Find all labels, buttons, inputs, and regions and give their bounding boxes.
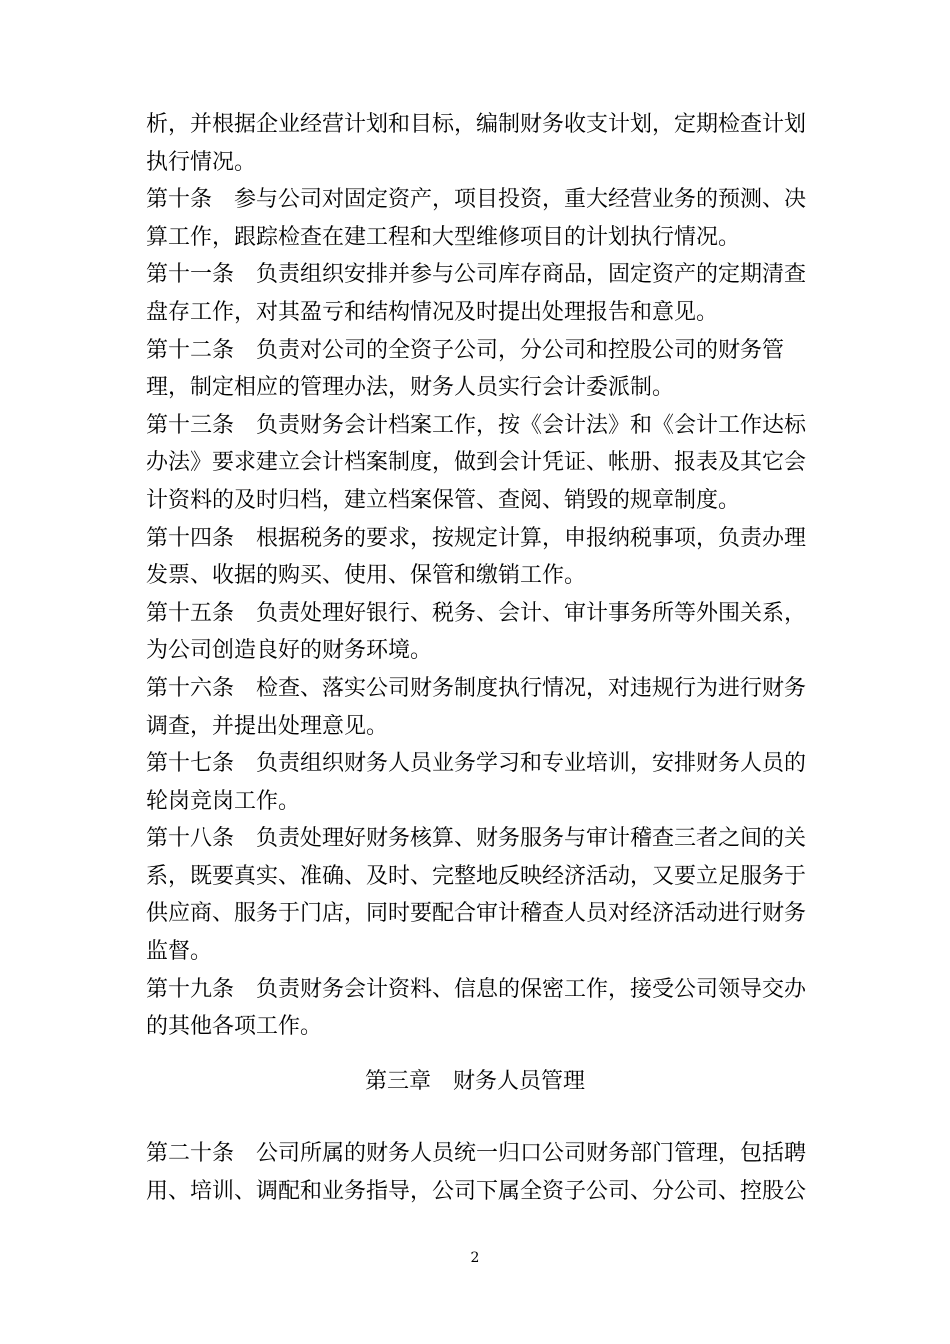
text-line: 第十一条 负责组织安排并参与公司库存商品，固定资产的定期清查: [146, 262, 807, 288]
text-line: 为公司创造良好的财务环境。: [146, 638, 433, 664]
text-line: 办法》要求建立会计档案制度，做到会计凭证、帐册、报表及其它会: [146, 450, 807, 476]
text-line: 用、培训、调配和业务指导，公司下属全资子公司、分公司、控股公: [146, 1178, 807, 1204]
text-line: 供应商、服务于门店，同时要配合审计稽查人员对经济活动进行财务: [146, 901, 807, 927]
text-line: 第十条 参与公司对固定资产，项目投资，重大经营业务的预测、决: [146, 187, 807, 213]
text-line: 第十九条 负责财务会计资料、信息的保密工作，接受公司领导交办: [146, 976, 807, 1002]
text-line: 执行情况。: [146, 149, 257, 175]
chapter-heading: 第三章 财务人员管理: [364, 1069, 585, 1094]
text-line: 计资料的及时归档，建立档案保管、查阅、销毁的规章制度。: [146, 487, 741, 513]
text-line: 系，既要真实、准确、及时、完整地反映经济活动，又要立足服务于: [146, 863, 807, 889]
text-line: 第十六条 检查、落实公司财务制度执行情况，对违规行为进行财务: [146, 675, 807, 701]
text-line: 盘存工作，对其盈亏和结构情况及时提出处理报告和意见。: [146, 299, 719, 325]
page-number: 2: [470, 1250, 480, 1266]
text-line: 发票、收据的购买、使用、保管和缴销工作。: [146, 563, 587, 589]
chapter-body-text: [146, 1135, 836, 1210]
text-line: 的其他各项工作。: [146, 1014, 323, 1040]
text-line: 算工作，跟踪检查在建工程和大型维修项目的计划执行情况。: [146, 224, 741, 250]
text-line: 第十五条 负责处理好银行、税务、会计、审计事务所等外围关系，: [146, 600, 807, 626]
text-line: 调查，并提出处理意见。: [146, 713, 389, 739]
text-line: 第十四条 根据税务的要求，按规定计算，申报纳税事项，负责办理: [146, 525, 807, 551]
text-line: 第十三条 负责财务会计档案工作，按《会计法》和《会计工作达标: [146, 412, 807, 438]
text-line: 第十八条 负责处理好财务核算、财务服务与审计稽查三者之间的关: [146, 826, 807, 852]
text-line: 第二十条 公司所属的财务人员统一归口公司财务部门管理，包括聘: [146, 1141, 807, 1166]
text-line: 理，制定相应的管理办法，财务人员实行会计委派制。: [146, 375, 675, 401]
body-text: [146, 106, 836, 1046]
text-line: 第十二条 负责对公司的全资子公司，分公司和控股公司的财务管: [146, 337, 785, 363]
text-line: 监督。: [146, 939, 213, 965]
text-line: 轮岗竞岗工作。: [146, 788, 301, 814]
text-line: 析，并根据企业经营计划和目标，编制财务收支计划，定期检查计划: [146, 112, 807, 137]
text-line: 第十七条 负责组织财务人员业务学习和专业培训，安排财务人员的: [146, 751, 807, 777]
